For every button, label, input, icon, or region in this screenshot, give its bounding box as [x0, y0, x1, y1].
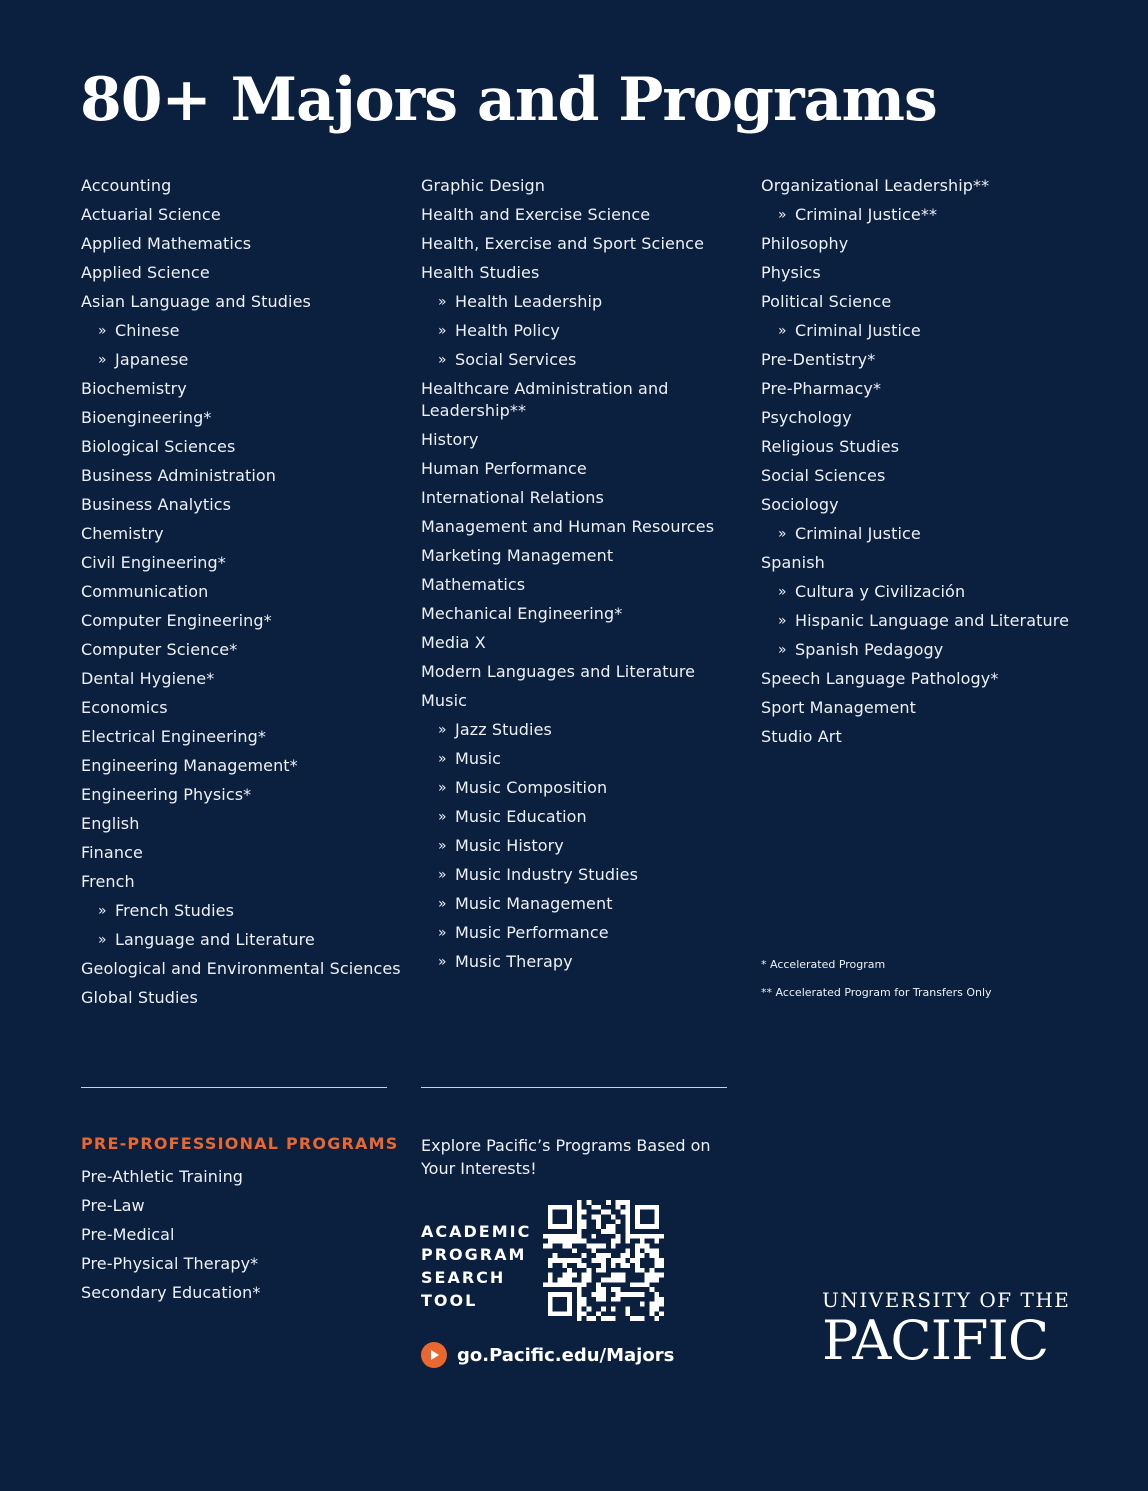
major-item	[81, 781, 411, 810]
major-item	[421, 426, 741, 455]
divider-left	[81, 1087, 387, 1088]
divider-middle	[421, 1087, 727, 1088]
major-item	[81, 201, 411, 230]
item-label: Music Industry Studies	[455, 865, 639, 884]
major-item	[81, 752, 411, 781]
chevron-icon: »	[98, 932, 107, 948]
item-label: Philosophy	[761, 234, 849, 253]
item-label: Engineering Management*	[81, 756, 298, 775]
item-label: Economics	[81, 698, 168, 717]
major-item	[81, 375, 411, 404]
major-item	[81, 259, 411, 288]
list-item: Secondary Education*	[81, 1283, 261, 1302]
pre-professional-list	[81, 1163, 401, 1308]
chevron-icon: »	[438, 867, 447, 883]
item-label: Studio Art	[761, 727, 842, 746]
pre-professional-heading: PRE-PROFESSIONAL PROGRAMS	[81, 1134, 399, 1153]
major-item	[421, 455, 741, 484]
major-item	[421, 629, 741, 658]
item-label: Sociology	[761, 495, 839, 514]
major-item	[81, 433, 411, 462]
item-label: Business Analytics	[81, 495, 232, 514]
item-label: Music Management	[455, 894, 613, 913]
item-label: Electrical Engineering*	[81, 727, 266, 746]
major-item	[421, 230, 741, 259]
major-item	[761, 230, 1091, 259]
explore-text: Explore Pacific’s Programs Based on Your Interests!	[421, 1136, 711, 1178]
major-item	[421, 687, 741, 716]
item-label: Criminal Justice	[795, 524, 921, 543]
sub-program-item	[81, 317, 411, 346]
sub-program-item	[421, 288, 741, 317]
item-label: Social Services	[455, 350, 577, 369]
footnotes	[761, 958, 1101, 1014]
program-url[interactable]: go.Pacific.edu/Majors	[457, 1344, 675, 1366]
list-item: Pre-Athletic Training	[81, 1167, 244, 1186]
item-label: Geological and Environmental Sciences	[81, 959, 401, 978]
sub-program-item	[421, 832, 741, 861]
item-label: Biological Sciences	[81, 437, 236, 456]
item-label: Music History	[455, 836, 564, 855]
item-label: Graphic Design	[421, 176, 546, 195]
chevron-icon: »	[438, 780, 447, 796]
sub-program-item	[421, 948, 741, 977]
item-label: Spanish Pedagogy	[795, 640, 944, 659]
major-item	[761, 694, 1091, 723]
page-title: 80+ Majors and Programs	[80, 65, 937, 135]
major-item	[81, 230, 411, 259]
item-label: Cultura y Civilización	[795, 582, 966, 601]
item-label: Speech Language Pathology*	[761, 669, 999, 688]
majors-column-1	[81, 172, 411, 1013]
item-label: Management and Human Resources	[421, 517, 715, 536]
major-item	[421, 201, 741, 230]
item-label: Computer Science*	[81, 640, 238, 659]
sub-program-item	[761, 607, 1091, 636]
item-label: Pre-Pharmacy*	[761, 379, 882, 398]
item-label: Applied Science	[81, 263, 210, 282]
major-item	[761, 491, 1091, 520]
item-label: Language and Literature	[115, 930, 315, 949]
item-label: Global Studies	[81, 988, 198, 1007]
sub-program-item	[761, 520, 1091, 549]
item-label: Pre-Dentistry*	[761, 350, 876, 369]
item-label: Media X	[421, 633, 486, 652]
major-item	[761, 462, 1091, 491]
chevron-icon: »	[778, 584, 787, 600]
item-label: Music	[421, 691, 468, 710]
sub-program-item	[421, 346, 741, 375]
play-icon	[421, 1342, 447, 1368]
major-item	[81, 665, 411, 694]
item-label: Bioengineering*	[81, 408, 212, 427]
item-label: Finance	[81, 843, 143, 862]
major-item	[81, 636, 411, 665]
item-label: Computer Engineering*	[81, 611, 272, 630]
major-item	[81, 955, 411, 984]
program-link[interactable]	[421, 1342, 674, 1368]
major-item	[81, 723, 411, 752]
item-label: Health Policy	[455, 321, 560, 340]
major-item	[81, 172, 411, 201]
major-item	[81, 462, 411, 491]
sub-program-item	[81, 926, 411, 955]
major-item	[81, 810, 411, 839]
item-label: Civil Engineering*	[81, 553, 226, 572]
chevron-icon: »	[438, 323, 447, 339]
item-label: International Relations	[421, 488, 604, 507]
major-item	[761, 665, 1091, 694]
item-label: Music Composition	[455, 778, 608, 797]
chevron-icon: »	[438, 838, 447, 854]
major-item	[421, 375, 741, 426]
major-item	[81, 404, 411, 433]
major-item	[81, 694, 411, 723]
chevron-icon: »	[778, 642, 787, 658]
chevron-icon: »	[438, 925, 447, 941]
item-label: Criminal Justice	[795, 321, 921, 340]
item-label: Criminal Justice**	[795, 205, 938, 224]
sub-program-item	[81, 346, 411, 375]
major-item	[761, 172, 1091, 201]
item-label: Dental Hygiene*	[81, 669, 215, 688]
sub-program-item	[761, 317, 1091, 346]
item-label: French Studies	[115, 901, 235, 920]
item-label: Sport Management	[761, 698, 917, 717]
item-label: History	[421, 430, 479, 449]
item-label: Music Performance	[455, 923, 609, 942]
major-item	[81, 984, 411, 1013]
item-label: Health, Exercise and Sport Science	[421, 234, 705, 253]
chevron-icon: »	[438, 352, 447, 368]
sub-program-item	[421, 716, 741, 745]
chevron-icon: »	[98, 323, 107, 339]
major-item	[81, 491, 411, 520]
major-item	[81, 868, 411, 897]
qr-code[interactable]	[543, 1200, 664, 1321]
sub-program-item	[421, 919, 741, 948]
sub-program-item	[421, 774, 741, 803]
chevron-icon: »	[438, 294, 447, 310]
major-item	[761, 549, 1091, 578]
item-label: Mechanical Engineering*	[421, 604, 623, 623]
item-label: Mathematics	[421, 575, 526, 594]
item-label: Spanish	[761, 553, 825, 572]
item-label: Music Education	[455, 807, 587, 826]
majors-column-2	[421, 172, 741, 977]
chevron-icon: »	[778, 613, 787, 629]
major-item	[761, 346, 1091, 375]
sub-program-item	[421, 803, 741, 832]
logo-line-2: PACIFIC	[822, 1309, 1049, 1372]
sub-program-item	[761, 201, 1091, 230]
item-label: Psychology	[761, 408, 852, 427]
item-label: Social Sciences	[761, 466, 886, 485]
item-label: Modern Languages and Literature	[421, 662, 696, 681]
chevron-icon: »	[438, 809, 447, 825]
item-label: Accounting	[81, 176, 172, 195]
major-item	[761, 288, 1091, 317]
item-label: Music Therapy	[455, 952, 573, 971]
chevron-icon: »	[438, 954, 447, 970]
sub-program-item	[421, 890, 741, 919]
major-item	[421, 658, 741, 687]
item-label: Hispanic Language and Literature	[795, 611, 1070, 630]
chevron-icon: »	[778, 207, 787, 223]
item-label: Health Leadership	[455, 292, 603, 311]
chevron-icon: »	[778, 526, 787, 542]
footnote-transfers: ** Accelerated Program for Transfers Only	[761, 986, 992, 999]
item-label: Japanese	[115, 350, 189, 369]
majors-column-3	[761, 172, 1091, 752]
major-item	[421, 259, 741, 288]
chevron-icon: »	[98, 352, 107, 368]
major-item	[81, 549, 411, 578]
chevron-icon: »	[98, 903, 107, 919]
item-label: Religious Studies	[761, 437, 900, 456]
major-item	[81, 288, 411, 317]
item-label: Engineering Physics*	[81, 785, 252, 804]
chevron-icon: »	[438, 751, 447, 767]
major-item	[81, 520, 411, 549]
item-label: Music	[455, 749, 502, 768]
item-label: Physics	[761, 263, 821, 282]
major-item	[421, 600, 741, 629]
item-label: Political Science	[761, 292, 892, 311]
item-label: Health Studies	[421, 263, 540, 282]
university-logo	[822, 1288, 1072, 1372]
item-label: Communication	[81, 582, 209, 601]
program-search-tool-label: ACADEMIC PROGRAM SEARCH TOOL	[421, 1222, 532, 1310]
major-item	[81, 607, 411, 636]
major-item	[421, 513, 741, 542]
major-item	[81, 578, 411, 607]
major-item	[421, 484, 741, 513]
list-item: Pre-Physical Therapy*	[81, 1254, 259, 1273]
logo-line-1: UNIVERSITY OF THE	[822, 1288, 1071, 1312]
item-label: Healthcare Administration and Leadership**	[421, 379, 669, 420]
item-label: Asian Language and Studies	[81, 292, 311, 311]
sub-program-item	[421, 745, 741, 774]
item-label: Human Performance	[421, 459, 587, 478]
item-label: Applied Mathematics	[81, 234, 252, 253]
item-label: Chemistry	[81, 524, 164, 543]
chevron-icon: »	[438, 896, 447, 912]
list-item: Pre-Law	[81, 1196, 145, 1215]
major-item	[421, 542, 741, 571]
sub-program-item	[761, 636, 1091, 665]
item-label: Marketing Management	[421, 546, 614, 565]
item-label: Jazz Studies	[455, 720, 552, 739]
sub-program-item	[761, 578, 1091, 607]
list-item: Pre-Medical	[81, 1225, 175, 1244]
item-label: Health and Exercise Science	[421, 205, 651, 224]
item-label: French	[81, 872, 135, 891]
major-item	[761, 375, 1091, 404]
item-label: English	[81, 814, 140, 833]
item-label: Actuarial Science	[81, 205, 221, 224]
chevron-icon: »	[778, 323, 787, 339]
major-item	[761, 259, 1091, 288]
major-item	[421, 571, 741, 600]
sub-program-item	[421, 317, 741, 346]
item-label: Business Administration	[81, 466, 277, 485]
footnote-accelerated: * Accelerated Program	[761, 958, 886, 971]
major-item	[81, 839, 411, 868]
sub-program-item	[81, 897, 411, 926]
chevron-icon: »	[438, 722, 447, 738]
item-label: Organizational Leadership**	[761, 176, 990, 195]
sub-program-item	[421, 861, 741, 890]
major-item	[421, 172, 741, 201]
item-label: Chinese	[115, 321, 180, 340]
major-item	[761, 723, 1091, 752]
item-label: Biochemistry	[81, 379, 187, 398]
major-item	[761, 433, 1091, 462]
major-item	[761, 404, 1091, 433]
